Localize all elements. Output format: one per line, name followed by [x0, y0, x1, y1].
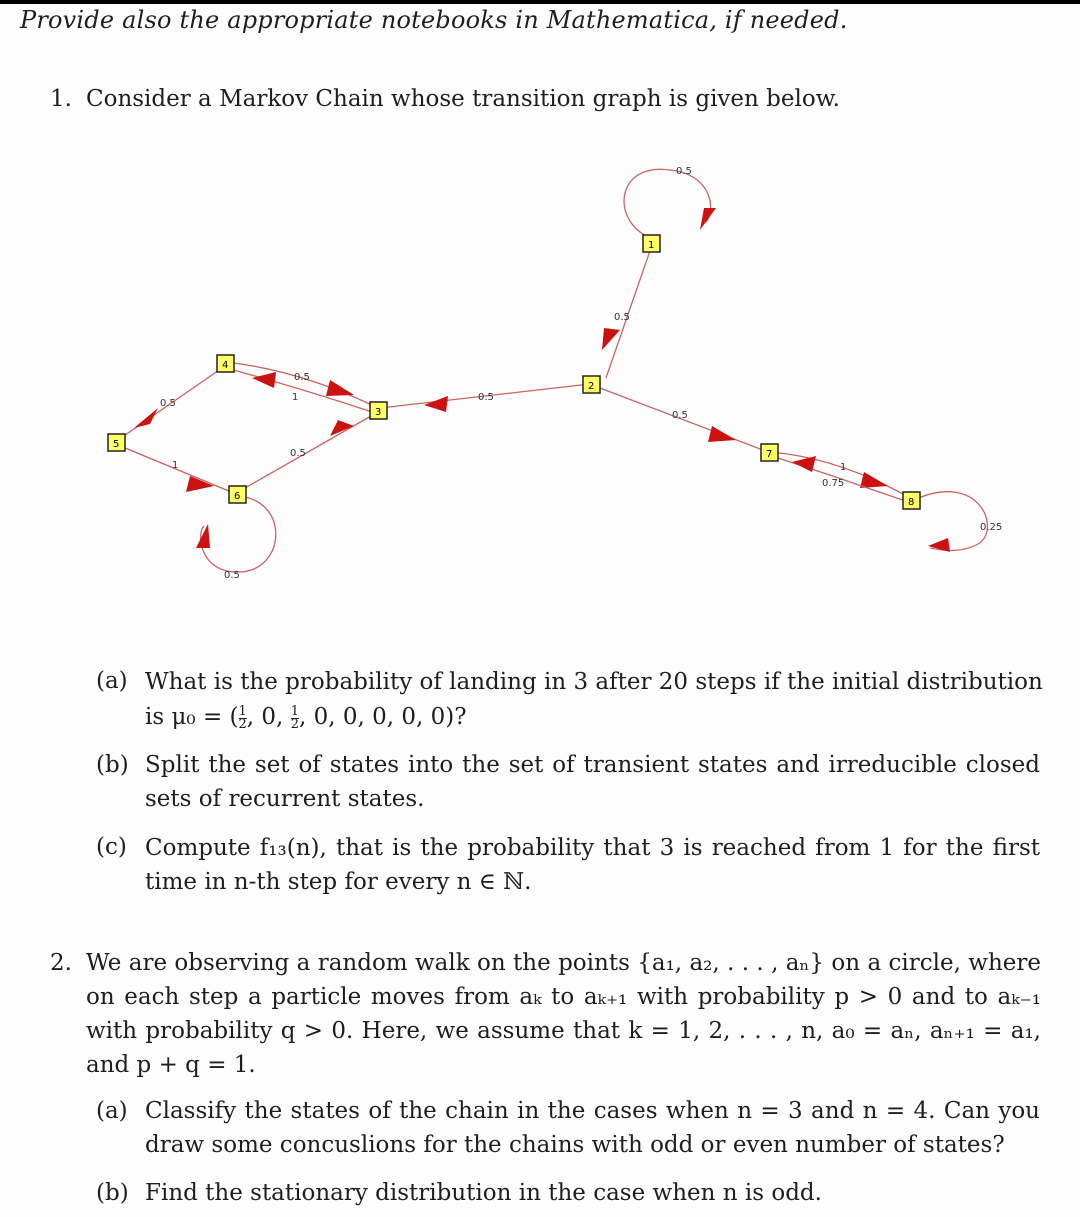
- label-4-5: 0.5: [160, 398, 176, 409]
- svg-text:5: 5: [113, 439, 120, 450]
- node-5: [108, 434, 125, 451]
- q1-a-label: (a): [96, 668, 128, 694]
- label-1-2: 0.5: [614, 312, 630, 323]
- node-6: [229, 486, 246, 503]
- svg-text:4: 4: [222, 360, 229, 371]
- q1-a-line1: What is the probability of landing in 3 after 20 steps if the initial distribution: [145, 669, 1043, 695]
- edge-6-3: [238, 412, 378, 492]
- svg-text:2: 2: [588, 381, 595, 392]
- node-1: [643, 235, 660, 252]
- label-loop-1: 0.5: [676, 166, 692, 177]
- svg-text:7: 7: [766, 449, 773, 460]
- node-3: [370, 402, 387, 419]
- svg-text:3: 3: [375, 407, 382, 418]
- node-4: [217, 355, 234, 372]
- label-3-4: 0.5: [294, 372, 310, 383]
- q1-c-text: Compute f₁₃(n), that is the probability that 3 is reached from 1 for the first time in n-th step for every n ∈ ℕ.: [145, 835, 1040, 895]
- top-border: [0, 0, 1080, 4]
- label-8-7: 0.75: [822, 478, 845, 489]
- svg-text:6: 6: [234, 491, 241, 502]
- q1-b-label: (b): [96, 752, 129, 778]
- q1-number: 1.: [50, 86, 72, 112]
- label-7-8: 1: [840, 462, 847, 473]
- edge-3-4: [225, 362, 378, 408]
- label-5-6: 1: [172, 460, 179, 471]
- node-7: [761, 444, 778, 461]
- instructions-header: Provide also the appropriate notebooks in Mathematica, if needed.: [20, 6, 848, 34]
- edge-7-8: [770, 452, 910, 498]
- q1-b-text: Split the set of states into the set of transient states and irreducible closed sets of recurrent states.: [145, 752, 1040, 812]
- label-6-3: 0.5: [290, 448, 306, 459]
- label-loop-8: 0.25: [980, 522, 1003, 533]
- q2-a-label: (a): [96, 1098, 128, 1124]
- q1-a-line2: is μ₀ = ( $\frac{1}{2}$ , 0, $\frac{1}{2}$ , 0, 0, 0, 0, 0)?: [145, 703, 467, 732]
- svg-text:1: 1: [648, 240, 655, 251]
- q1-intro: Consider a Markov Chain whose transition graph is given below.: [86, 86, 840, 112]
- q2-text: We are observing a random walk on the points {a₁, a₂, . . . , aₙ} on a circle, where on each step a particle moves from aₖ to aₖ₊₁ with probability p > 0 and to aₖ₋₁ with probability q > 0. Here, we assume that k = 1, 2, . . . , n, a₀ = aₙ, aₙ₊₁ = a₁, and p + q = 1.: [86, 950, 1041, 1078]
- q1-c-label: (c): [96, 834, 127, 860]
- node-2: [583, 376, 600, 393]
- loop-6: [201, 496, 276, 572]
- loop-1: [624, 169, 711, 238]
- q2-number: 2.: [50, 950, 72, 976]
- loop-8: [914, 492, 987, 551]
- label-loop-6: 0.5: [224, 570, 240, 581]
- svg-text:8: 8: [908, 497, 915, 508]
- label-2-3: 0.5: [478, 392, 494, 403]
- q2-a-text: Classify the states of the chain in the cases when n = 3 and n = 4. Can you draw some concuslions for the chains with odd or even number of states?: [145, 1098, 1040, 1158]
- node-8: [903, 492, 920, 509]
- q2-b-text: Find the stationary distribution in the case when n is odd.: [145, 1180, 822, 1206]
- markov-transition-graph: [0, 150, 1080, 600]
- label-4-3: 1: [292, 392, 299, 403]
- q2-b-label: (b): [96, 1180, 129, 1206]
- label-2-7: 0.5: [672, 410, 688, 421]
